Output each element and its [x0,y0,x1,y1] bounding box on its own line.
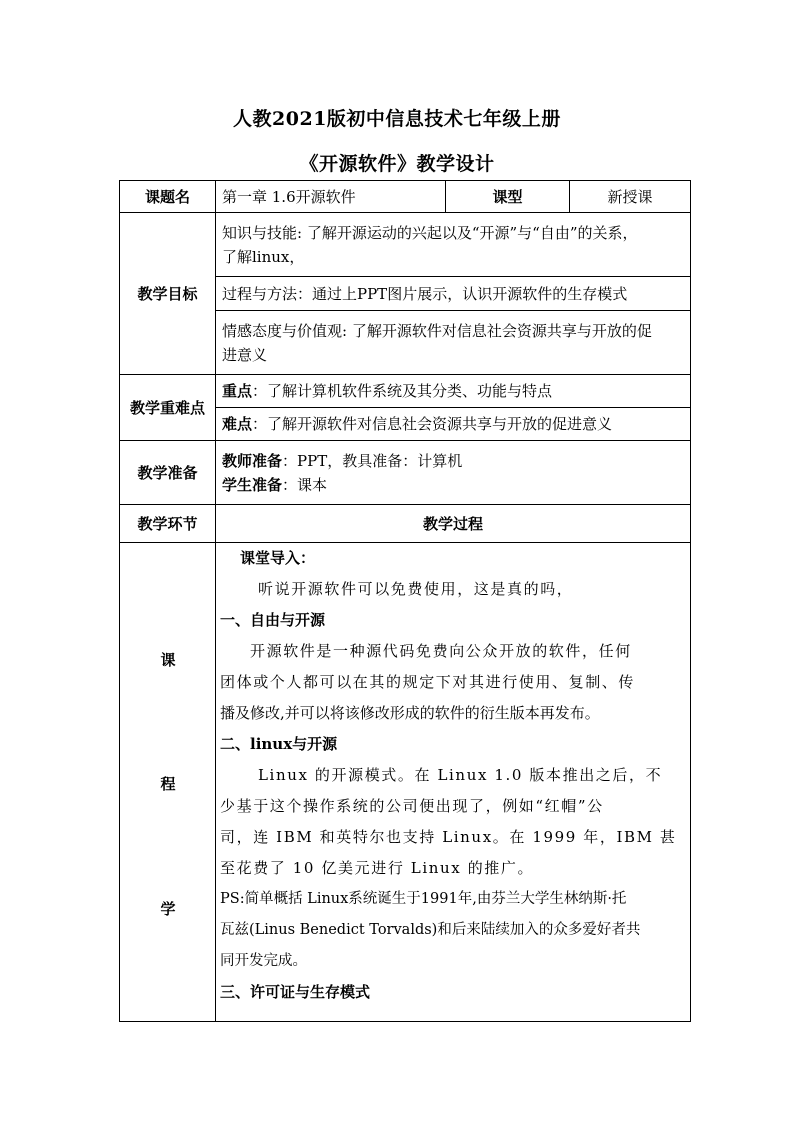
goal-knowledge-line1: 知识与技能: 了解开源运动的兴起以及“开源”与“自由”的关系， [222,223,638,242]
keypoints-label: 教学重难点 [120,375,216,441]
stage-cell [120,543,216,1022]
goal-process: 过程与方法：通过上PPT图片展示，认识开源软件的生存模式 [216,277,691,311]
prep-content [216,441,691,505]
difficulty-text: ：了解开源软件对信息社会资源共享与开放的促进意义 [252,415,613,433]
document-subtitle: 《开源软件》教学设计 [299,153,495,175]
process-header: 教学过程 [216,505,691,543]
stage-char-3: 学 [160,900,176,918]
section1-line3: 播及修改,并可以将该修改形成的软件的衍生版本再发布。 [220,704,600,722]
stage-char-1: 课 [160,651,176,669]
section3-heading: 三、许可证与生存模式 [220,983,371,1001]
intro-text: 听说开源软件可以免费使用，这是真的吗， [258,580,574,598]
ps-line2: 瓦兹(Linus Benedict Torvalds)和后来陆续加入的众多爱好者共 [220,922,641,938]
stage-header: 教学环节 [120,505,216,543]
section1-heading: 一、自由与开源 [220,611,326,629]
section1-line1: 开源软件是一种源代码免费向公众开放的软件，任何 [250,642,632,660]
document-title: 人教2021版初中信息技术七年级上册 [233,108,561,130]
topic-value: 第一章 1.6开源软件 [216,181,446,213]
goal-attitude-line1: 情感态度与价值观: 了解开源软件对信息社会资源共享与开放的促 [222,321,652,340]
stage-char-2: 程 [160,775,176,793]
keypoints-row-key [120,375,691,408]
difficulty-point [216,408,691,441]
student-prep-tag: 学生准备 [222,475,283,494]
section2-line2: 少基于这个操作系统的公司便出现了，例如“红帽”公 [220,797,604,815]
process-content [216,543,691,1022]
topic-label: 课题名 [120,181,216,213]
key-point-text: ：了解计算机软件系统及其分类、功能与特点 [252,382,553,400]
key-point-tag: 重点 [222,382,253,400]
ps-line1: PS:简单概括 Linux系统诞生于1991年,由芬兰大学生林纳斯·托 [220,891,627,907]
prep-row [120,441,691,505]
student-prep [222,473,684,497]
goal-attitude-line2: 进意义 [222,345,268,364]
goals-row-knowledge [120,213,691,277]
type-value: 新授课 [570,181,691,213]
section2-line3: 司，连 IBM 和英特尔也支持 Linux。在 1999 年，IBM 甚 [220,828,677,846]
lesson-plan-table [119,180,691,1022]
section2-heading: 二、linux与开源 [220,735,338,753]
section1-line2: 团体或个人都可以在其的规定下对其进行使用、复制、传 [220,673,636,691]
prep-label: 教学准备 [120,441,216,505]
goal-knowledge-line2: 了解linux， [222,247,305,266]
ps-line3: 同开发完成。 [220,953,307,969]
teacher-prep [222,449,684,473]
difficulty-tag: 难点 [222,415,253,433]
section2-line1: Linux 的开源模式。在 Linux 1.0 版本推出之后，不 [258,766,663,784]
student-prep-text: ：课本 [282,475,328,494]
topic-row [120,181,691,213]
process-row [120,543,691,1022]
goals-label: 教学目标 [120,213,216,375]
teacher-prep-text: ：PPT，教具准备：计算机 [282,451,463,470]
key-point [216,375,691,408]
type-label: 课型 [446,181,570,213]
goal-attitude [216,311,691,375]
intro-heading: 课堂导入： [240,549,316,567]
section2-line4: 至花费了 10 亿美元进行 Linux 的推广。 [220,859,535,877]
process-header-row [120,505,691,543]
goal-knowledge [216,213,691,277]
teacher-prep-tag: 教师准备 [222,451,283,470]
